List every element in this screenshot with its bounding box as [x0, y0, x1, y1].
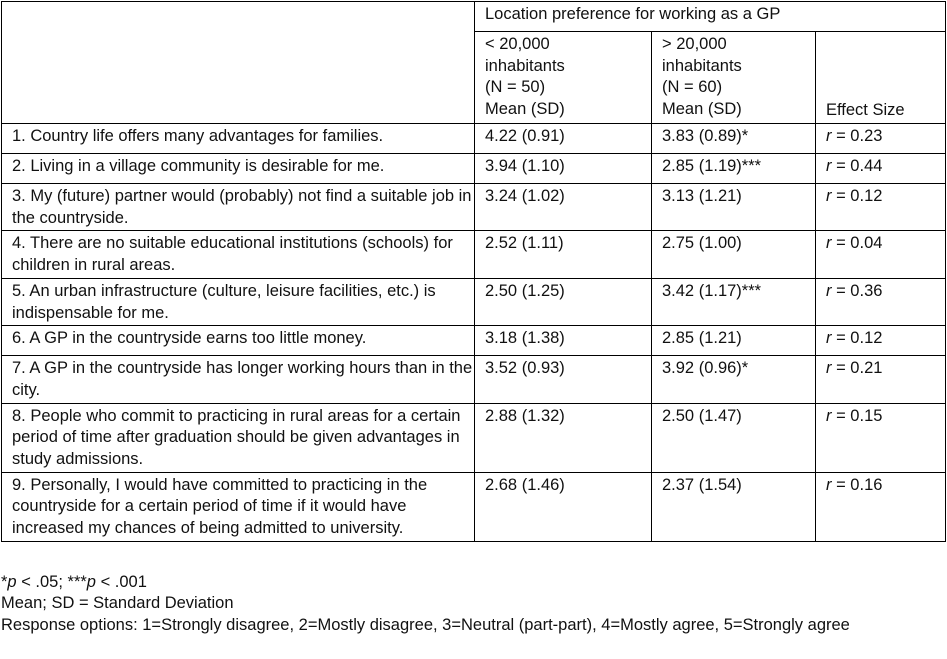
row-effect	[816, 231, 946, 278]
row-mean-small: 3.18 (1.38)	[475, 326, 652, 356]
table-notes	[1, 572, 945, 636]
row-mean-small: 3.94 (1.10)	[475, 154, 652, 184]
effect-value: = 0.21	[831, 359, 883, 378]
effect-symbol: r	[826, 127, 832, 145]
row-item: 7. A GP in the countryside has longer working hours than in the city.	[2, 356, 475, 403]
effect-symbol: r	[826, 329, 832, 348]
table-row	[2, 356, 946, 403]
col-header-small-towns	[475, 32, 652, 124]
row-effect	[816, 403, 946, 472]
row-effect	[816, 278, 946, 325]
effect-symbol: r	[826, 157, 832, 175]
effect-value: = 0.16	[831, 475, 883, 494]
col-large-line1: > 20,000	[662, 35, 727, 53]
row-mean-small: 3.24 (1.02)	[475, 184, 652, 231]
effect-value: = 0.15	[831, 406, 883, 425]
row-item: 3. My (future) partner would (probably) not find a suitable job in the countryside.	[2, 184, 475, 231]
table-row	[2, 184, 946, 231]
col-small-line1: < 20,000	[485, 35, 550, 53]
row-effect	[816, 356, 946, 403]
row-item: 2. Living in a village community is desirable for me.	[2, 154, 475, 184]
col-small-line4: Mean (SD)	[485, 100, 565, 119]
sig-threshold-1: < .05; ***	[16, 573, 87, 591]
sig-threshold-2: < .001	[95, 573, 147, 591]
effect-symbol: r	[826, 281, 832, 300]
effect-value: = 0.12	[831, 187, 883, 205]
results-table	[1, 1, 946, 542]
row-mean-large: 3.42 (1.17)***	[652, 278, 816, 325]
row-mean-small: 2.88 (1.32)	[475, 403, 652, 472]
effect-value: = 0.44	[831, 157, 883, 175]
row-mean-small: 2.50 (1.25)	[475, 278, 652, 325]
row-mean-large: 2.85 (1.19)***	[652, 154, 816, 184]
header-blank-cell	[2, 2, 475, 124]
row-mean-large: 3.83 (0.89)*	[652, 124, 816, 154]
col-header-effect-size: Effect Size	[816, 32, 946, 124]
col-small-line3: (N = 50)	[485, 78, 546, 97]
col-large-line2: inhabitants	[662, 56, 742, 75]
effect-symbol: r	[826, 359, 832, 378]
header-row-group	[2, 2, 946, 32]
effect-symbol: r	[826, 406, 832, 425]
row-mean-large: 3.92 (0.96)*	[652, 356, 816, 403]
row-item: 8. People who commit to practicing in rural areas for a certain period of time after graduation should be given advantages in study admissions.	[2, 403, 475, 472]
effect-symbol: r	[826, 187, 832, 205]
row-mean-small: 2.68 (1.46)	[475, 472, 652, 541]
row-item: 5. An urban infrastructure (culture, leisure facilities, etc.) is indispensable for me.	[2, 278, 475, 325]
effect-value: = 0.04	[831, 234, 883, 253]
row-item: 1. Country life offers many advantages for families.	[2, 124, 475, 154]
row-item: 9. Personally, I would have committed to practicing in the countryside for a certain period of time if it would have increased my chances of being admitted to university.	[2, 472, 475, 541]
group-header: Location preference for working as a GP	[475, 2, 946, 32]
row-mean-small: 3.52 (0.93)	[475, 356, 652, 403]
row-item: 4. There are no suitable educational institutions (schools) for children in rural areas.	[2, 231, 475, 278]
table-row	[2, 472, 946, 541]
row-mean-large: 2.85 (1.21)	[652, 326, 816, 356]
row-mean-large: 3.13 (1.21)	[652, 184, 816, 231]
row-mean-large: 2.50 (1.47)	[652, 403, 816, 472]
significance-note	[1, 572, 945, 593]
table-row	[2, 403, 946, 472]
effect-value: = 0.36	[831, 281, 883, 300]
table-row	[2, 326, 946, 356]
row-mean-large: 2.75 (1.00)	[652, 231, 816, 278]
col-large-line3: (N = 60)	[662, 78, 723, 97]
row-effect	[816, 184, 946, 231]
p-symbol: p	[86, 573, 96, 591]
col-header-large-towns	[652, 32, 816, 124]
table-row	[2, 124, 946, 154]
row-effect	[816, 326, 946, 356]
table-row	[2, 154, 946, 184]
effect-value: = 0.23	[831, 127, 883, 145]
row-mean-small: 2.52 (1.11)	[475, 231, 652, 278]
row-mean-large: 2.37 (1.54)	[652, 472, 816, 541]
table-row	[2, 278, 946, 325]
effect-symbol: r	[826, 234, 832, 253]
p-symbol: p	[7, 573, 17, 591]
effect-value: = 0.12	[831, 329, 883, 348]
abbreviation-note: Mean; SD = Standard Deviation	[1, 594, 234, 613]
col-small-line2: inhabitants	[485, 56, 565, 75]
table-row	[2, 231, 946, 278]
row-effect	[816, 124, 946, 154]
row-effect	[816, 154, 946, 184]
row-item: 6. A GP in the countryside earns too little money.	[2, 326, 475, 356]
row-effect	[816, 472, 946, 541]
col-large-line4: Mean (SD)	[662, 100, 742, 119]
effect-symbol: r	[826, 475, 832, 494]
sig-star: *	[1, 573, 8, 591]
row-mean-small: 4.22 (0.91)	[475, 124, 652, 154]
response-options-note: Response options: 1=Strongly disagree, 2=Mostly disagree, 3=Neutral (part-part), 4=Mostly agree, 5=Strongly agree	[1, 615, 850, 634]
